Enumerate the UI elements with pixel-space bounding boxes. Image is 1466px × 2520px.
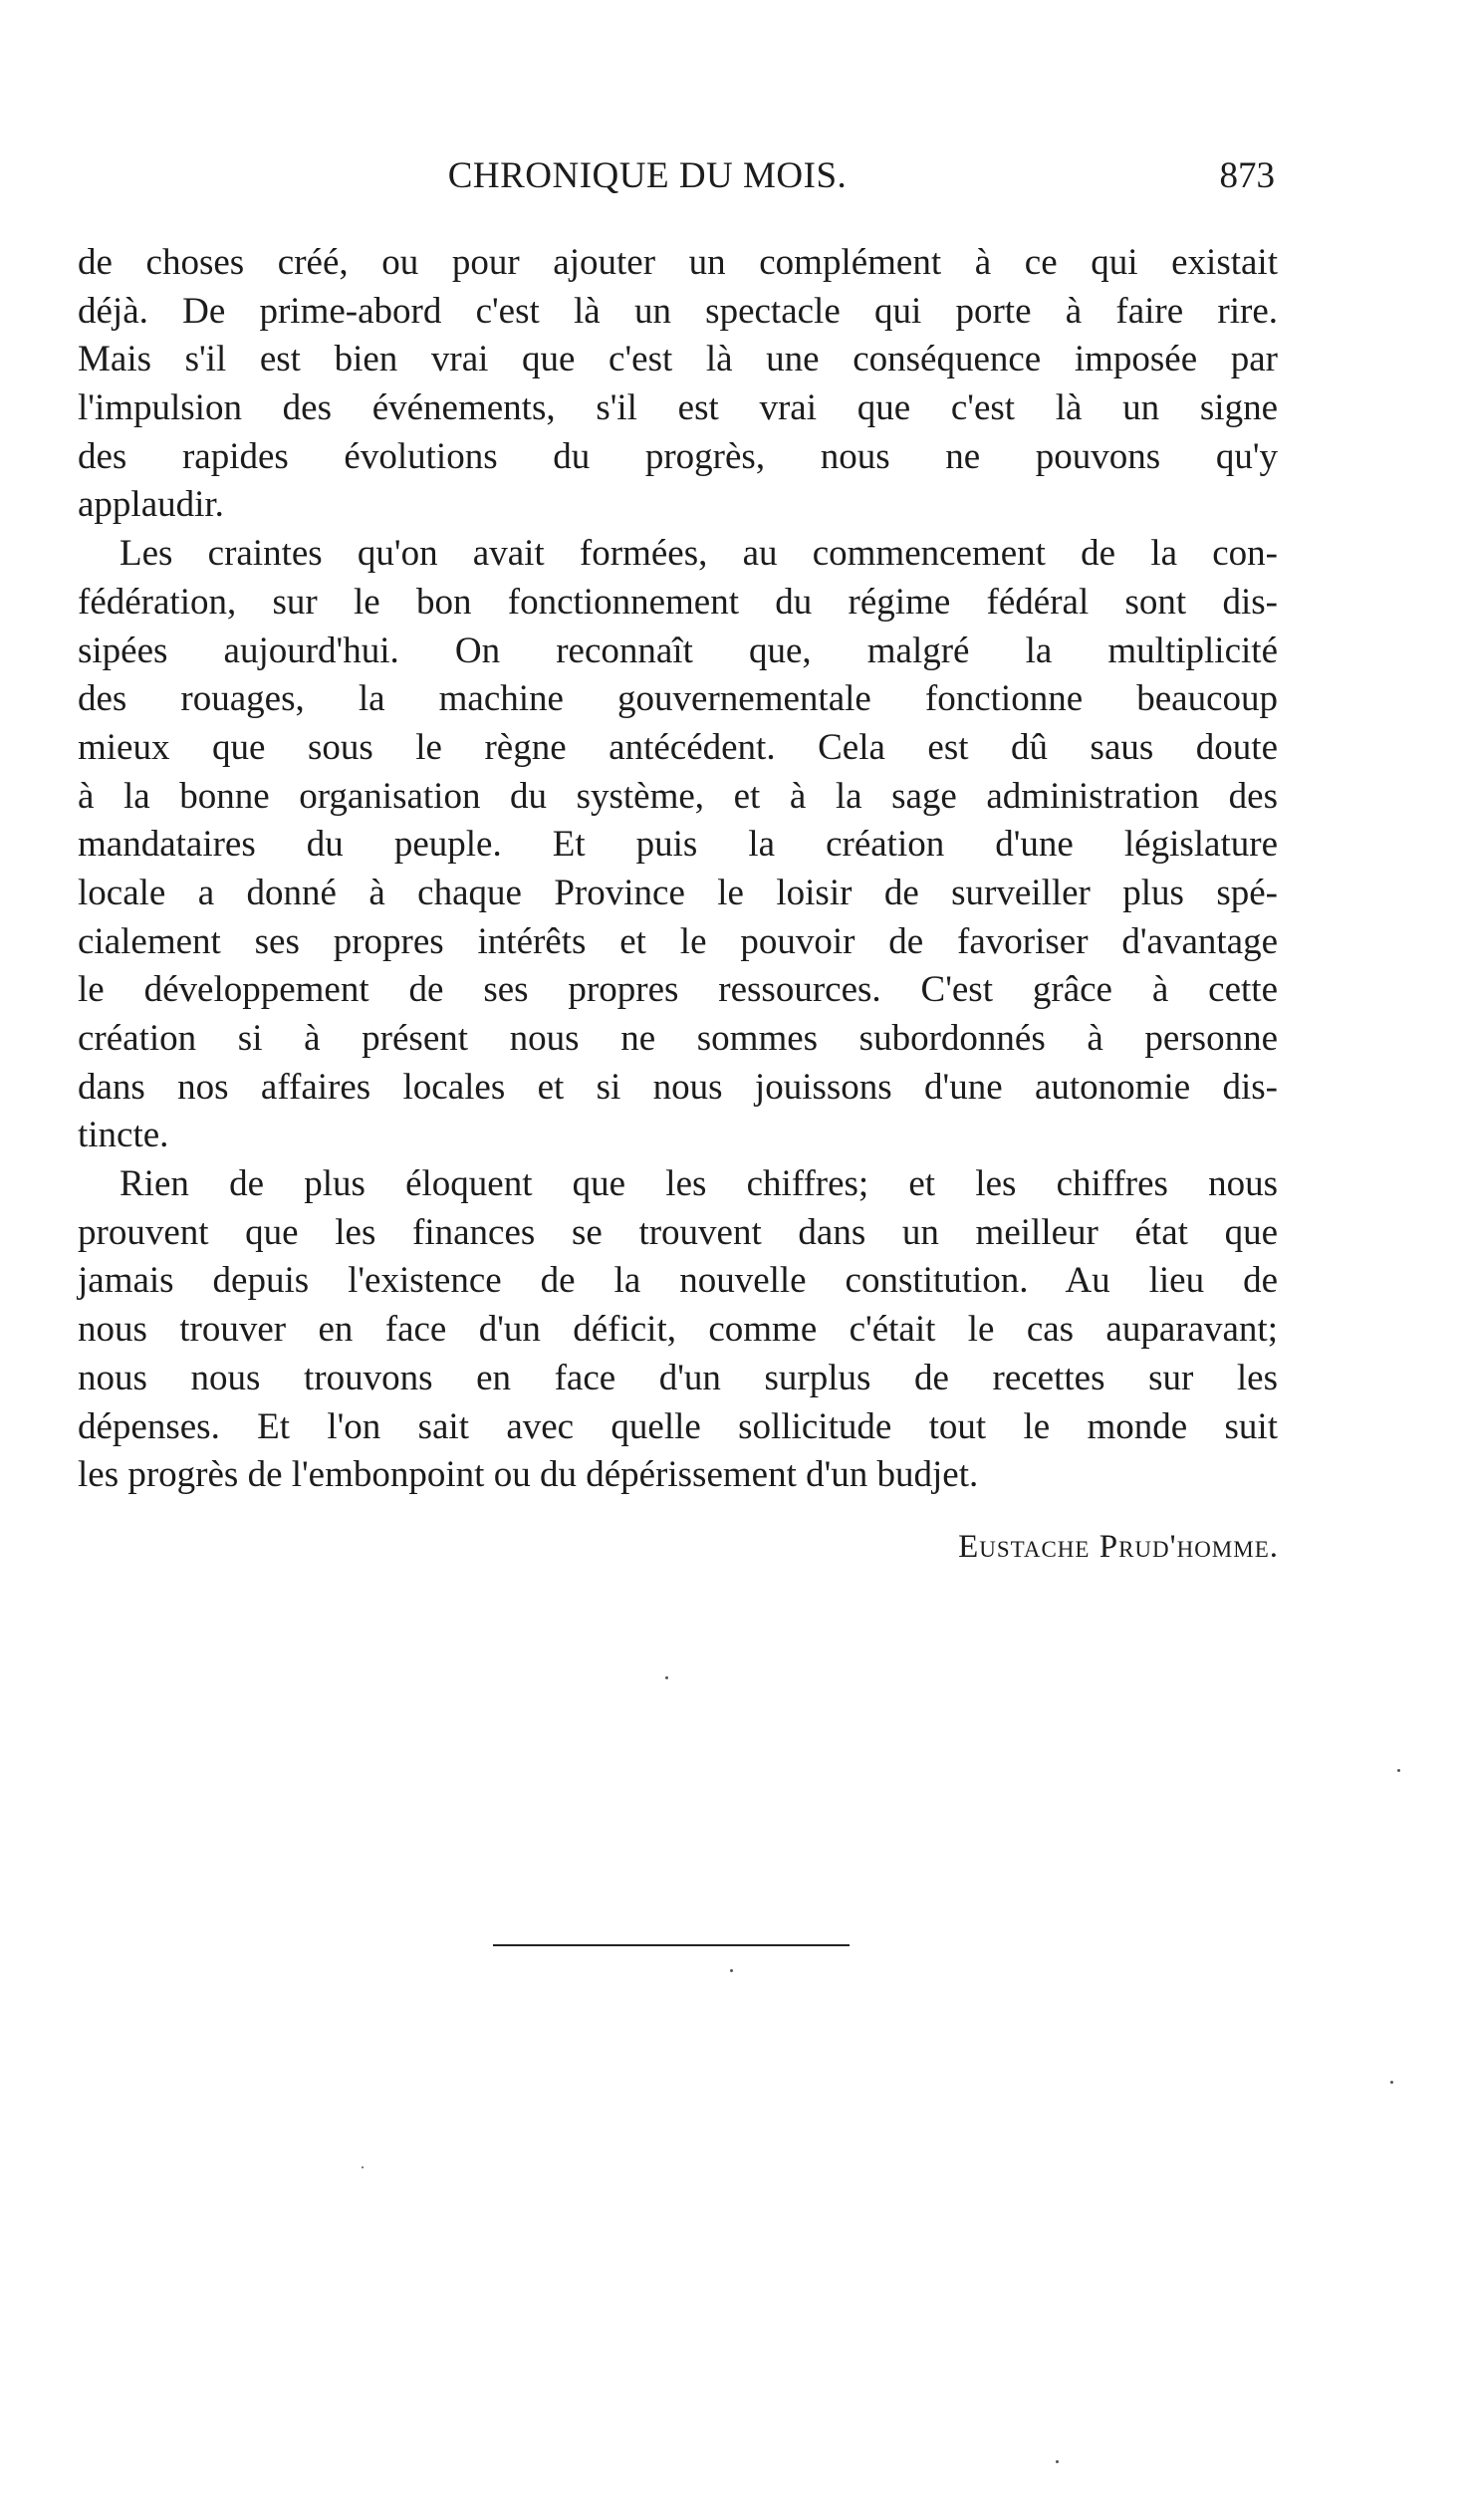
text-line: l'impulsion des événements, s'il est vrai que c'est là un signe xyxy=(78,387,1278,429)
scan-speck xyxy=(1056,2460,1059,2463)
text-line: locale a donné à chaque Province le loisir de surveiller plus spé- xyxy=(78,872,1278,913)
scan-speck xyxy=(665,1676,668,1679)
text-line: prouvent que les finances se trouvent dans un meilleur état que xyxy=(78,1211,1278,1253)
section-divider xyxy=(493,1944,850,1946)
body-text xyxy=(78,239,1278,1500)
text-line: des rouages, la machine gouvernementale fonctionne beaucoup xyxy=(78,678,1278,720)
scan-speck xyxy=(1390,2081,1393,2084)
text-line: création si à présent nous ne sommes subordonnés à personne xyxy=(78,1018,1278,1059)
text-line: dépenses. Et l'on sait avec quelle sollicitude tout le monde suit xyxy=(78,1405,1278,1447)
text-line: le développement de ses propres ressources. C'est grâce à cette xyxy=(78,969,1278,1011)
author-signature: Eustache Prud'homme. xyxy=(958,1529,1279,1565)
text-line: de choses créé, ou pour ajouter un complément à ce qui existait xyxy=(78,242,1278,283)
text-line: mieux que sous le règne antécédent. Cela est dû saus doute xyxy=(78,726,1278,768)
text-line: déjà. De prime-abord c'est là un spectacle qui porte à faire rire. xyxy=(78,290,1278,332)
text-line: nous trouver en face d'un déficit, comme c'était le cas auparavant; xyxy=(78,1309,1278,1351)
page-number: 873 xyxy=(1219,155,1275,196)
text-line: cialement ses propres intérêts et le pouvoir de favoriser d'avantage xyxy=(78,920,1278,962)
scan-speck xyxy=(362,2166,364,2168)
text-line: nous nous trouvons en face d'un surplus de recettes sur les xyxy=(78,1357,1278,1398)
text-line: dans nos affaires locales et si nous jouissons d'une autonomie dis- xyxy=(78,1066,1278,1108)
text-line: applaudir. xyxy=(78,484,224,526)
text-line: Les craintes qu'on avait formées, au commencement de la con- xyxy=(120,533,1278,575)
text-line: des rapides évolutions du progrès, nous ne pouvons qu'y xyxy=(78,435,1278,477)
scan-speck xyxy=(730,1969,733,1972)
text-line: les progrès de l'embonpoint ou du dépérissement d'un budjet. xyxy=(78,1454,979,1496)
text-line: fédération, sur le bon fonctionnement du régime fédéral sont dis- xyxy=(78,581,1278,623)
scan-speck xyxy=(1397,1769,1400,1772)
running-title: CHRONIQUE DU MOIS. xyxy=(447,155,848,196)
text-line: à la bonne organisation du système, et à la sage administration des xyxy=(78,775,1278,817)
text-line: jamais depuis l'existence de la nouvelle constitution. Au lieu de xyxy=(78,1260,1278,1302)
text-line: sipées aujourd'hui. On reconnaît que, malgré la multiplicité xyxy=(78,630,1278,671)
text-line: tincte. xyxy=(78,1115,169,1156)
text-line: mandataires du peuple. Et puis la création d'une législature xyxy=(78,824,1278,866)
text-line: Mais s'il est bien vrai que c'est là une conséquence imposée par xyxy=(78,339,1278,380)
text-line: Rien de plus éloquent que les chiffres; et les chiffres nous xyxy=(120,1163,1278,1205)
